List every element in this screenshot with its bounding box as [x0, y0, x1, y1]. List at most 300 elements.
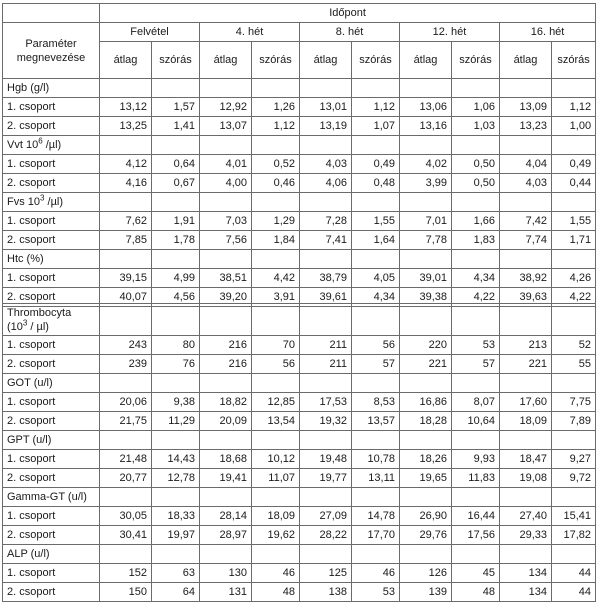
- group-label: 2. csoport: [3, 355, 100, 374]
- mean-value: 4,06: [300, 174, 352, 193]
- empty-cell: [500, 250, 552, 269]
- empty-cell: [452, 79, 500, 98]
- empty-cell: [152, 374, 200, 393]
- group-label: 1. csoport: [3, 393, 100, 412]
- empty-cell: [300, 431, 352, 450]
- mean-value: 239: [100, 355, 152, 374]
- empty-cell: [100, 488, 152, 507]
- mean-value: 19,08: [500, 469, 552, 488]
- empty-cell: [352, 250, 400, 269]
- mean-value: 4,03: [500, 174, 552, 193]
- sd-value: 1,84: [252, 231, 300, 250]
- empty-cell: [500, 488, 552, 507]
- group-label: 1. csoport: [3, 269, 100, 288]
- empty-cell: [152, 250, 200, 269]
- mean-value: 125: [300, 564, 352, 583]
- sd-value: 0,52: [252, 155, 300, 174]
- mean-value: 20,06: [100, 393, 152, 412]
- empty-cell: [452, 488, 500, 507]
- empty-cell: [452, 250, 500, 269]
- empty-cell: [200, 545, 252, 564]
- sd-label: szórás: [552, 42, 596, 79]
- sd-value: 8,07: [452, 393, 500, 412]
- table-row: [3, 583, 596, 602]
- empty-cell: [200, 488, 252, 507]
- sd-value: 0,49: [552, 155, 596, 174]
- mean-value: 7,56: [200, 231, 252, 250]
- mean-label: átlag: [100, 42, 152, 79]
- mean-value: 7,62: [100, 212, 152, 231]
- sd-value: 1,26: [252, 98, 300, 117]
- mean-value: 17,60: [500, 393, 552, 412]
- sd-value: 12,78: [152, 469, 200, 488]
- empty-cell: [500, 374, 552, 393]
- mean-value: 21,75: [100, 412, 152, 431]
- mean-label: átlag: [500, 42, 552, 79]
- sd-value: 4,34: [452, 269, 500, 288]
- mean-value: 126: [400, 564, 452, 583]
- mean-value: 28,14: [200, 507, 252, 526]
- group-label: 2. csoport: [3, 583, 100, 602]
- sd-value: 19,97: [152, 526, 200, 545]
- empty-cell: [252, 250, 300, 269]
- sd-value: 1,78: [152, 231, 200, 250]
- table-row: [3, 450, 596, 469]
- sd-value: 1,91: [152, 212, 200, 231]
- sd-value: 11,07: [252, 469, 300, 488]
- sd-value: 48: [452, 583, 500, 602]
- group-label: 2. csoport: [3, 412, 100, 431]
- sd-value: 9,72: [552, 469, 596, 488]
- empty-cell: [300, 193, 352, 212]
- sd-value: 1,12: [252, 117, 300, 136]
- empty-cell: [252, 304, 300, 336]
- mean-value: 7,74: [500, 231, 552, 250]
- mean-value: 39,01: [400, 269, 452, 288]
- parameter-unit-prefix: 10: [24, 196, 41, 208]
- sd-value: 4,22: [552, 288, 596, 307]
- table-row: [3, 212, 596, 231]
- empty-cell: [452, 304, 500, 336]
- sd-value: 1,03: [452, 117, 500, 136]
- mean-value: 39,20: [200, 288, 252, 307]
- parameter-title-row: [3, 79, 596, 98]
- empty-cell: [252, 193, 300, 212]
- sd-label: szórás: [452, 42, 500, 79]
- sd-value: 56: [352, 336, 400, 355]
- parameter-unit-suffix: /µl): [44, 196, 64, 208]
- mean-value: 131: [200, 583, 252, 602]
- mean-value: 13,07: [200, 117, 252, 136]
- mean-value: 20,09: [200, 412, 252, 431]
- group-label: 2. csoport: [3, 231, 100, 250]
- parameter-title-row: [3, 488, 596, 507]
- empty-cell: [552, 488, 596, 507]
- sd-value: 17,82: [552, 526, 596, 545]
- mean-value: 7,78: [400, 231, 452, 250]
- mean-value: 30,05: [100, 507, 152, 526]
- empty-cell: [552, 304, 596, 336]
- empty-cell: [552, 250, 596, 269]
- timepoint-label: Felvétel: [100, 23, 200, 42]
- empty-cell: [552, 136, 596, 155]
- parameter-title-row: [3, 250, 596, 269]
- timepoint-label: 4. hét: [200, 23, 300, 42]
- mean-value: 4,03: [300, 155, 352, 174]
- sd-value: 4,05: [352, 269, 400, 288]
- group-label: 2. csoport: [3, 288, 100, 307]
- empty-cell: [200, 431, 252, 450]
- empty-cell: [552, 193, 596, 212]
- empty-cell: [500, 79, 552, 98]
- mean-value: 7,85: [100, 231, 152, 250]
- mean-value: 19,32: [300, 412, 352, 431]
- sd-value: 9,93: [452, 450, 500, 469]
- parameter-label-line1: Paraméter: [25, 37, 77, 50]
- empty-cell: [152, 304, 200, 336]
- sd-value: 1,06: [452, 98, 500, 117]
- sd-value: 55: [552, 355, 596, 374]
- empty-cell: [300, 79, 352, 98]
- mean-value: 4,02: [400, 155, 452, 174]
- mean-value: 13,09: [500, 98, 552, 117]
- group-label: 1. csoport: [3, 98, 100, 117]
- mean-value: 7,42: [500, 212, 552, 231]
- sd-value: 13,57: [352, 412, 400, 431]
- sd-value: 1,12: [352, 98, 400, 117]
- sd-value: 4,99: [152, 269, 200, 288]
- group-label: 1. csoport: [3, 212, 100, 231]
- sd-value: 15,41: [552, 507, 596, 526]
- mean-value: 211: [300, 355, 352, 374]
- empty-cell: [400, 374, 452, 393]
- empty-cell: [352, 545, 400, 564]
- mean-value: 12,92: [200, 98, 252, 117]
- empty-cell: [100, 136, 152, 155]
- mean-value: 211: [300, 336, 352, 355]
- sd-value: 1,71: [552, 231, 596, 250]
- empty-cell: [552, 545, 596, 564]
- mean-value: 7,03: [200, 212, 252, 231]
- empty-cell: [200, 193, 252, 212]
- table-row: [3, 469, 596, 488]
- sd-value: 0,44: [552, 174, 596, 193]
- mean-value: 38,92: [500, 269, 552, 288]
- sd-value: 16,44: [452, 507, 500, 526]
- empty-cell: [152, 79, 200, 98]
- empty-cell: [152, 488, 200, 507]
- table-row: [3, 526, 596, 545]
- sd-value: 7,75: [552, 393, 596, 412]
- sd-value: 1,29: [252, 212, 300, 231]
- sd-value: 1,83: [452, 231, 500, 250]
- mean-value: 18,28: [400, 412, 452, 431]
- sd-value: 1,07: [352, 117, 400, 136]
- sd-value: 10,12: [252, 450, 300, 469]
- sd-value: 10,64: [452, 412, 500, 431]
- empty-cell: [352, 136, 400, 155]
- sd-value: 0,48: [352, 174, 400, 193]
- lab-table-liver: [2, 303, 596, 602]
- timepoint-label: 12. hét: [400, 23, 500, 42]
- parameter-title-row: [3, 431, 596, 450]
- mean-value: 4,12: [100, 155, 152, 174]
- mean-value: 4,01: [200, 155, 252, 174]
- sd-value: 57: [352, 355, 400, 374]
- sd-value: 7,89: [552, 412, 596, 431]
- sd-value: 0,49: [352, 155, 400, 174]
- mean-value: 7,28: [300, 212, 352, 231]
- mean-value: 7,41: [300, 231, 352, 250]
- mean-value: 134: [500, 564, 552, 583]
- mean-value: 38,51: [200, 269, 252, 288]
- empty-cell: [400, 136, 452, 155]
- sd-value: 0,67: [152, 174, 200, 193]
- sd-value: 0,50: [452, 155, 500, 174]
- parameter-header: [3, 23, 100, 79]
- empty-cell: [252, 374, 300, 393]
- empty-cell: [152, 545, 200, 564]
- parameter-unit-exponent: 3: [22, 317, 28, 327]
- mean-value: 13,19: [300, 117, 352, 136]
- mean-value: 216: [200, 336, 252, 355]
- mean-value: 13,16: [400, 117, 452, 136]
- sd-label: szórás: [252, 42, 300, 79]
- parameter-title-row: [3, 136, 596, 155]
- sd-value: 14,78: [352, 507, 400, 526]
- mean-value: 7,01: [400, 212, 452, 231]
- sd-value: 11,29: [152, 412, 200, 431]
- group-label: 2. csoport: [3, 469, 100, 488]
- mean-value: 13,06: [400, 98, 452, 117]
- empty-cell: [152, 193, 200, 212]
- mean-value: 220: [400, 336, 452, 355]
- mean-value: 138: [300, 583, 352, 602]
- sd-value: 13,54: [252, 412, 300, 431]
- empty-cell: [500, 431, 552, 450]
- mean-value: 213: [500, 336, 552, 355]
- empty-cell: [352, 193, 400, 212]
- empty-cell: [452, 136, 500, 155]
- sd-value: 1,55: [352, 212, 400, 231]
- empty-cell: [452, 193, 500, 212]
- mean-value: 39,38: [400, 288, 452, 307]
- sd-value: 1,55: [552, 212, 596, 231]
- empty-cell: [400, 431, 452, 450]
- sd-value: 1,66: [452, 212, 500, 231]
- parameter-name: [3, 193, 100, 212]
- empty-cell: [252, 545, 300, 564]
- empty-cell: [352, 374, 400, 393]
- mean-value: 13,23: [500, 117, 552, 136]
- empty-cell: [552, 374, 596, 393]
- parameter-unit-suffix: / µl): [27, 320, 49, 333]
- mean-value: 18,26: [400, 450, 452, 469]
- empty-cell: [252, 136, 300, 155]
- table-row: [3, 412, 596, 431]
- sd-value: 53: [452, 336, 500, 355]
- parameter-name-text: Vvt: [7, 139, 23, 151]
- sd-value: 4,22: [452, 288, 500, 307]
- table-row: [3, 155, 596, 174]
- parameter-unit-prefix: 10: [22, 139, 39, 151]
- sd-value: 12,85: [252, 393, 300, 412]
- mean-value: 243: [100, 336, 152, 355]
- sd-value: 1,41: [152, 117, 200, 136]
- sd-value: 80: [152, 336, 200, 355]
- empty-cell: [152, 136, 200, 155]
- group-label: 2. csoport: [3, 174, 100, 193]
- timepoint-label: 16. hét: [500, 23, 596, 42]
- mean-value: 19,77: [300, 469, 352, 488]
- empty-cell: [100, 250, 152, 269]
- empty-cell: [100, 79, 152, 98]
- empty-cell: [300, 374, 352, 393]
- empty-cell: [252, 488, 300, 507]
- sd-value: 18,09: [252, 507, 300, 526]
- mean-value: 19,41: [200, 469, 252, 488]
- sd-value: 3,91: [252, 288, 300, 307]
- sd-value: 11,83: [452, 469, 500, 488]
- parameter-label-line2: megnevezése: [16, 51, 86, 64]
- mean-label: átlag: [400, 42, 452, 79]
- sd-value: 57: [452, 355, 500, 374]
- sd-value: 1,00: [552, 117, 596, 136]
- group-label: 2. csoport: [3, 526, 100, 545]
- sd-value: 53: [352, 583, 400, 602]
- mean-value: 18,47: [500, 450, 552, 469]
- mean-value: 19,48: [300, 450, 352, 469]
- table-row: [3, 355, 596, 374]
- sd-value: 70: [252, 336, 300, 355]
- sd-value: 17,56: [452, 526, 500, 545]
- sd-value: 1,12: [552, 98, 596, 117]
- mean-value: 39,61: [300, 288, 352, 307]
- parameter-unit-suffix: /µl): [42, 139, 62, 151]
- sd-value: 4,56: [152, 288, 200, 307]
- empty-cell: [552, 431, 596, 450]
- mean-value: 13,12: [100, 98, 152, 117]
- table-row: [3, 117, 596, 136]
- mean-label: átlag: [200, 42, 252, 79]
- empty-cell: [400, 545, 452, 564]
- parameter-title-row: [3, 304, 596, 336]
- mean-value: 13,25: [100, 117, 152, 136]
- sd-value: 76: [152, 355, 200, 374]
- empty-cell: [100, 431, 152, 450]
- empty-cell: [400, 79, 452, 98]
- parameter-name: GOT (u/l): [3, 374, 100, 393]
- mean-value: 40,07: [100, 288, 152, 307]
- parameter-name: GPT (u/l): [3, 431, 100, 450]
- empty-cell: [200, 136, 252, 155]
- sd-value: 0,46: [252, 174, 300, 193]
- empty-cell: [200, 374, 252, 393]
- sd-value: 1,64: [352, 231, 400, 250]
- table-row: [3, 564, 596, 583]
- mean-value: 16,86: [400, 393, 452, 412]
- empty-cell: [352, 488, 400, 507]
- mean-value: 150: [100, 583, 152, 602]
- mean-value: 27,40: [500, 507, 552, 526]
- parameter-unit-exponent: 6: [38, 136, 43, 146]
- parameter-title-row: [3, 545, 596, 564]
- empty-cell: [200, 79, 252, 98]
- mean-value: 28,22: [300, 526, 352, 545]
- mean-value: 19,65: [400, 469, 452, 488]
- parameter-name-text: Thrombocyta: [7, 306, 72, 319]
- empty-cell: [300, 545, 352, 564]
- empty-cell: [452, 545, 500, 564]
- mean-value: 17,53: [300, 393, 352, 412]
- sd-value: 8,53: [352, 393, 400, 412]
- mean-value: 221: [400, 355, 452, 374]
- sd-value: 44: [552, 564, 596, 583]
- table-row: [3, 98, 596, 117]
- sd-label: szórás: [352, 42, 400, 79]
- empty-cell: [252, 79, 300, 98]
- empty-cell: [352, 304, 400, 336]
- mean-value: 13,01: [300, 98, 352, 117]
- empty-cell: [400, 193, 452, 212]
- parameter-name: Htc (%): [3, 250, 100, 269]
- mean-value: 26,90: [400, 507, 452, 526]
- mean-value: 20,77: [100, 469, 152, 488]
- sd-value: 56: [252, 355, 300, 374]
- empty-cell: [100, 304, 152, 336]
- sd-value: 9,27: [552, 450, 596, 469]
- mean-value: 27,09: [300, 507, 352, 526]
- empty-cell: [100, 374, 152, 393]
- sd-value: 14,43: [152, 450, 200, 469]
- table-row: [3, 174, 596, 193]
- empty-cell: [300, 488, 352, 507]
- sd-value: 4,34: [352, 288, 400, 307]
- mean-value: 4,00: [200, 174, 252, 193]
- table-row: [3, 231, 596, 250]
- empty-cell: [152, 431, 200, 450]
- parameter-name: ALP (u/l): [3, 545, 100, 564]
- mean-value: 130: [200, 564, 252, 583]
- mean-value: 3,99: [400, 174, 452, 193]
- mean-value: 216: [200, 355, 252, 374]
- group-label: 1. csoport: [3, 450, 100, 469]
- parameter-name: Gamma-GT (u/l): [3, 488, 100, 507]
- empty-cell: [100, 193, 152, 212]
- mean-value: 30,41: [100, 526, 152, 545]
- empty-cell: [400, 304, 452, 336]
- table-row: [3, 269, 596, 288]
- sd-value: 0,50: [452, 174, 500, 193]
- parameter-name: Hgb (g/l): [3, 79, 100, 98]
- mean-value: 39,63: [500, 288, 552, 307]
- mean-value: 39,15: [100, 269, 152, 288]
- table1-body: [3, 79, 596, 307]
- mean-value: 18,09: [500, 412, 552, 431]
- sd-value: 10,78: [352, 450, 400, 469]
- group-label: 1. csoport: [3, 507, 100, 526]
- table-row: [3, 393, 596, 412]
- empty-cell: [200, 250, 252, 269]
- empty-cell: [300, 250, 352, 269]
- empty-cell: [500, 304, 552, 336]
- parameter-name: [3, 136, 100, 155]
- empty-cell: [452, 374, 500, 393]
- sd-value: 13,11: [352, 469, 400, 488]
- mean-value: 18,68: [200, 450, 252, 469]
- mean-value: 152: [100, 564, 152, 583]
- sd-value: 9,38: [152, 393, 200, 412]
